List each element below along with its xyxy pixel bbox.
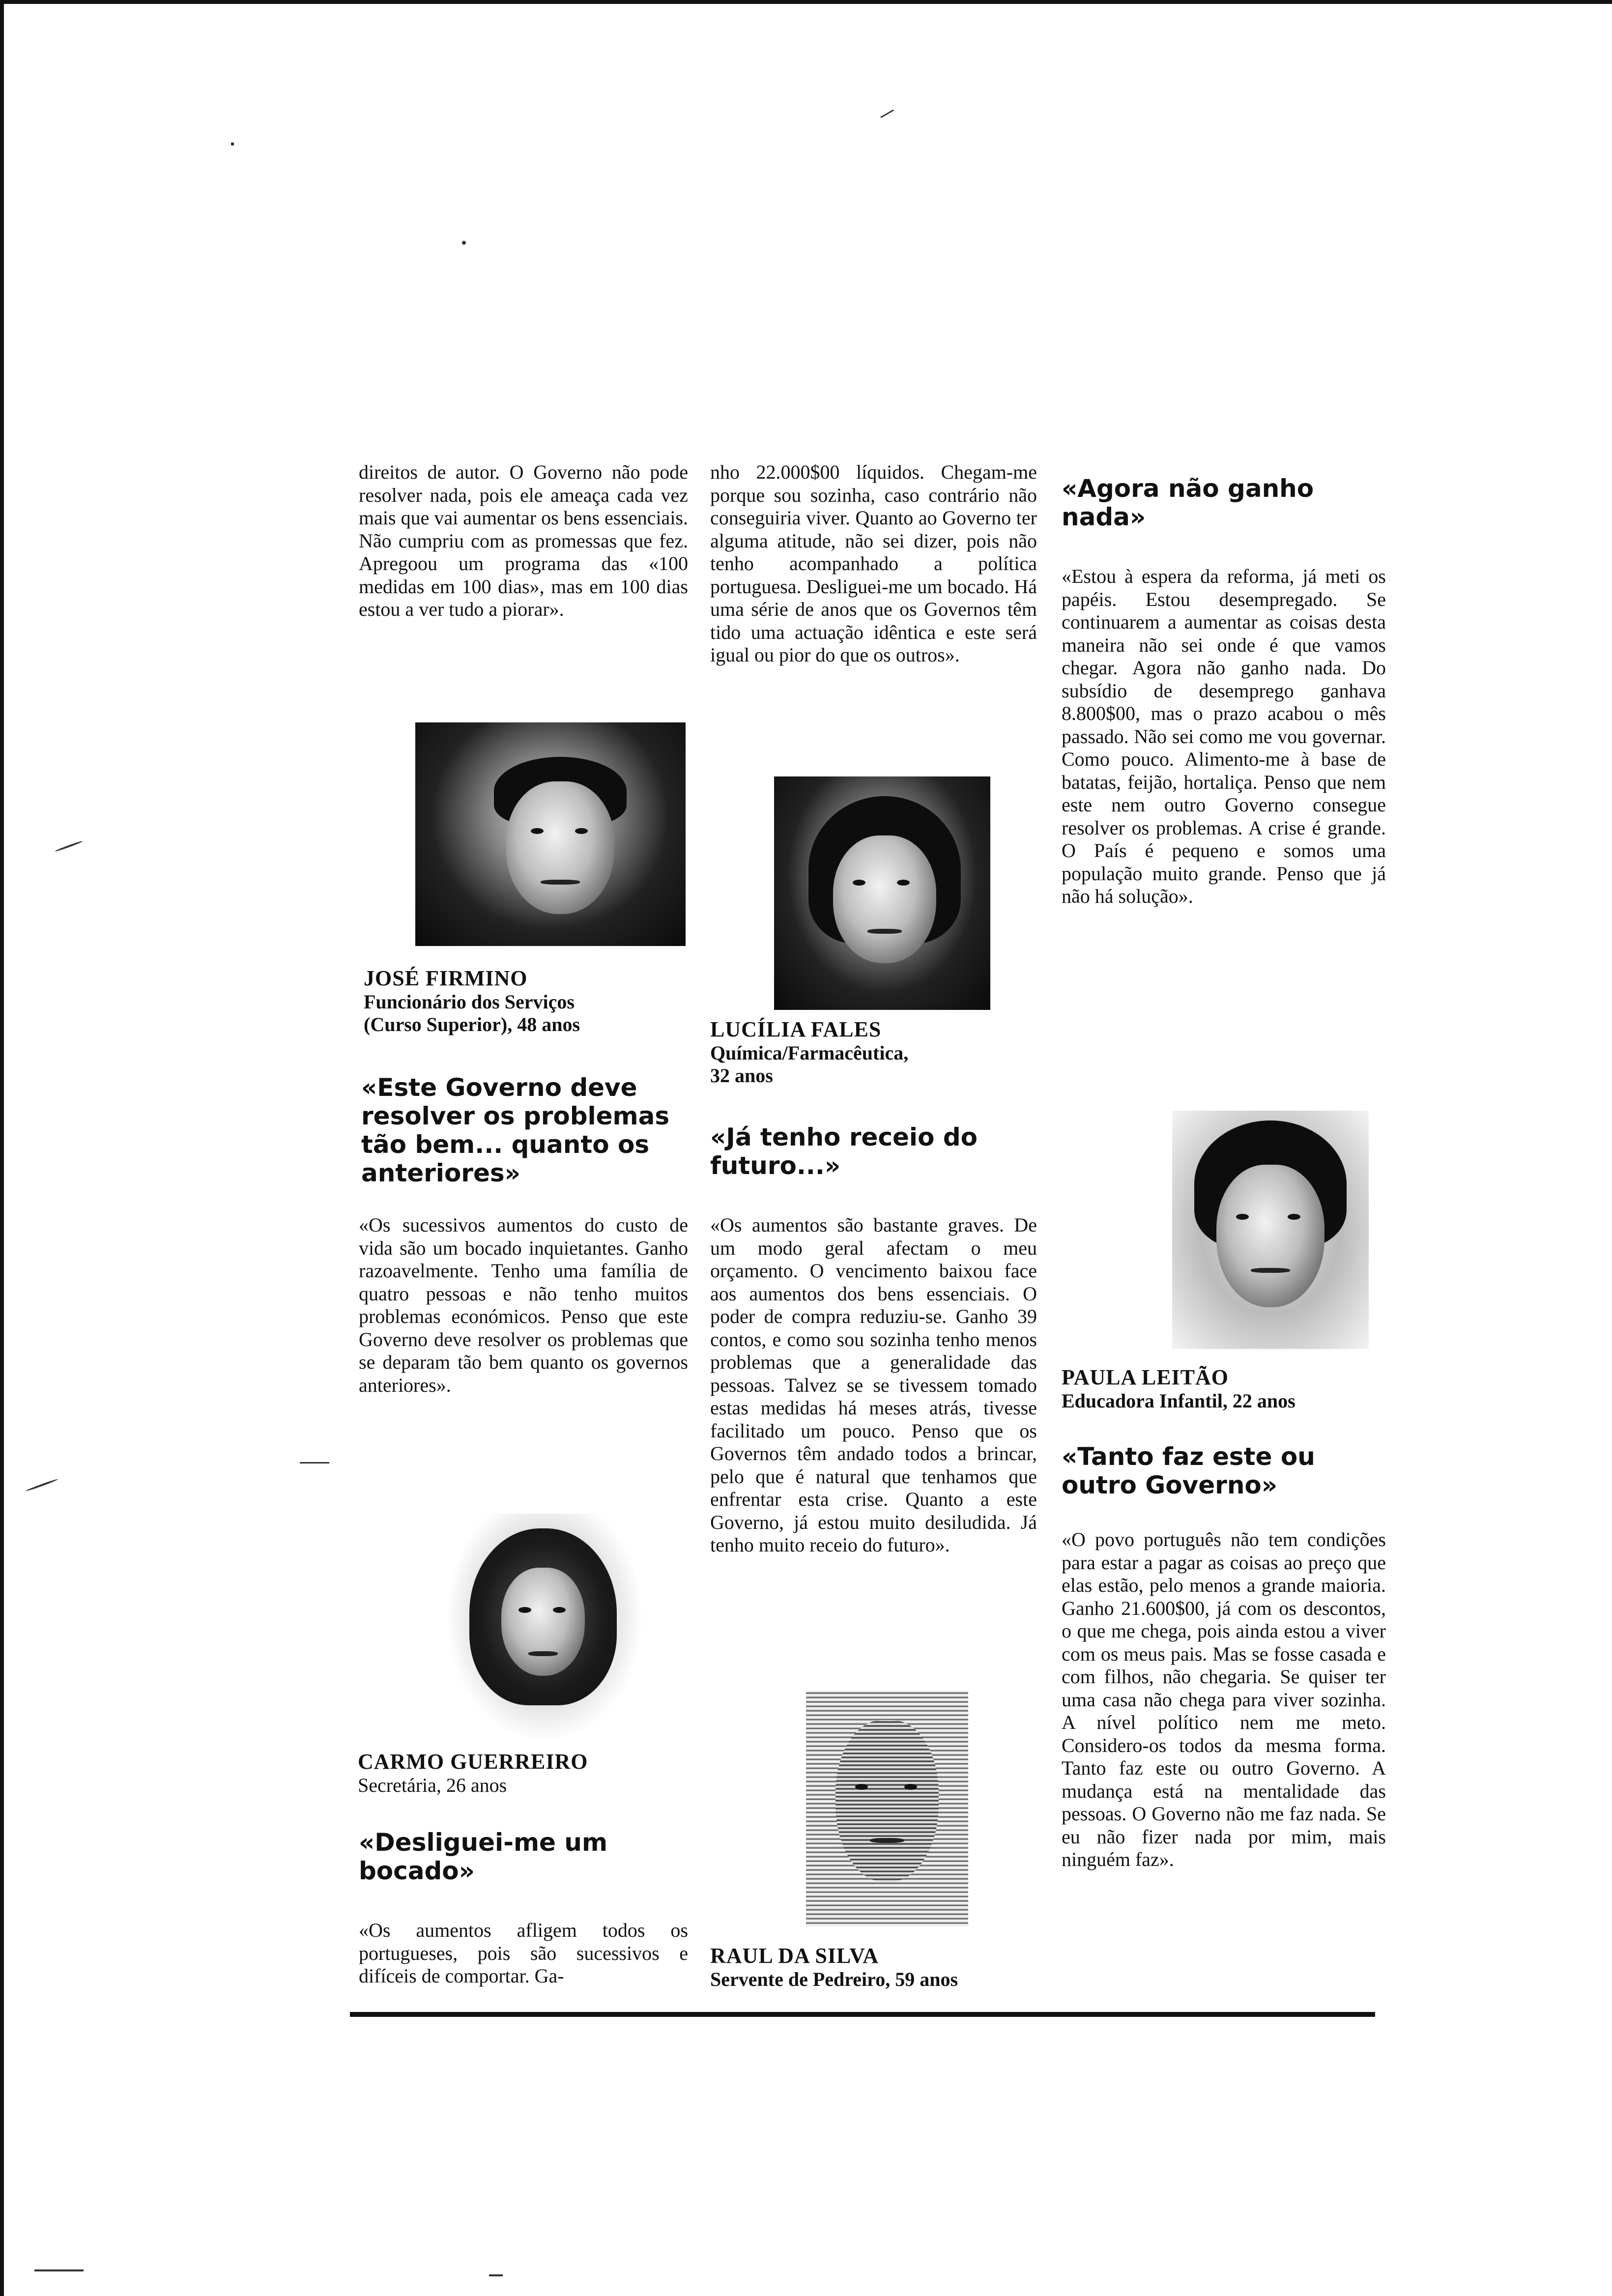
- person-role: Servente de Pedreiro, 59 anos: [710, 1968, 958, 1990]
- scan-speck: [34, 2269, 84, 2271]
- person-name: JOSÉ FIRMINO: [364, 966, 528, 990]
- person-role: Educadora Infantil, 22 anos: [1062, 1390, 1295, 1412]
- body-text: «Os aumentos afligem todos os portugueses, pois são sucessivos e difíceis de comportar. Ga-: [359, 1919, 688, 1987]
- page-top-border: [0, 0, 1612, 4]
- page-left-border: [0, 0, 4, 2296]
- photo-paula-leitao: [1172, 1111, 1369, 1349]
- headline: «Agora não ganho nada»: [1062, 474, 1314, 531]
- column-2: [710, 461, 1037, 667]
- body-text: «Os aumentos são bastante graves. De um modo geral afectam o meu orçamento. O vencimento baixou face aos aumentos dos bens essenciais. O poder de compra reduziu-se. Ganho 39 contos, e como sou sozinha tenho menos problemas que a generalidade das pessoas. Talvez se se tivessem tomado estas medidas há meses atrás, tivesse facilitado um pouco. Penso que os Governos têm andado todos a brincar, pelo que é natural que tenhamos que enfrentar esta crise. Quanto a este Governo, já estou muito desiludida. Já tenho muito receio do futuro».: [710, 1214, 1037, 1556]
- person-name: CARMO GUERREIRO: [358, 1750, 588, 1774]
- person-name: RAUL DA SILVA: [710, 1944, 879, 1968]
- col2-caption-1: [710, 1017, 1037, 1087]
- person-name: PAULA LEITÃO: [1062, 1365, 1229, 1389]
- body-text: «Estou à espera da reforma, já meti os papéis. Estou desempregado. Se continuarem a aumentar as coisas desta maneira não sei onde é que vamos chegar. Agora não ganho nada. Do subsídio de desemprego ganhava 8.800$00, mas o prazo acabou o mês passado. Não sei como me vou governar. Como pouco. Alimento-me à base de batatas, feijão, hortaliça. Penso que nem este nem outro Governo consegue resolver os problemas. A crise é grande. O País é pequeno e somos uma população muito grande. Penso que já não há solução».: [1062, 565, 1386, 907]
- photo-jose-firmino: [415, 722, 686, 946]
- col3-headline-1: [1062, 474, 1386, 531]
- headline: «Tanto faz este ou outro Governo»: [1062, 1442, 1315, 1499]
- person-role: (Curso Superior), 48 anos: [364, 1013, 580, 1035]
- person-role: 32 anos: [710, 1064, 773, 1087]
- col2-intro-text: nho 22.000$00 líquidos. Chegam-me porque sou sozinha, caso contrário não conseguiria viver. Quanto ao Governo ter alguma atitude, não sei dizer, pois não tenho acompanhado a política portuguesa. Desliguei-me um bocado. Há uma série de anos que os Governos têm tido uma actuação idêntica e este será igual ou pior do que os outros».: [710, 461, 1037, 666]
- body-text: «O povo português não tem condições para estar a pagar as coisas ao preço que elas estão, pelo menos a grande maioria. Ganho 21.600$00, já com os descontos, o que me chega, pois ainda estou a viver com os meus pais. Mas se fosse casada e com filhos, não chegaria. Se quiser ter uma casa não chega para viver sozinha. A nível político nem me meto. Considero-os todos da mesma forma. Tanto faz este ou outro Governo. A mudança está na mentalidade das pessoas. O Governo não me faz nada. Se eu não fizer nada por mim, mais ninguém faz».: [1062, 1528, 1386, 1870]
- col1-text-2: [359, 1919, 688, 1988]
- scan-speck: [231, 143, 234, 145]
- scan-speck: [880, 110, 893, 118]
- col2-text-1: [710, 1214, 1037, 1557]
- scan-speck: [462, 241, 466, 245]
- person-role: Secretária, 26 anos: [358, 1774, 507, 1796]
- photo-carmo-guerreiro: [445, 1514, 644, 1742]
- photo-raul-da-silva: [806, 1691, 968, 1926]
- col1-intro-text: direitos de autor. O Governo não pode resolver nada, pois ele ameaça cada vez mais que vai aumentar os bens essenciais. Não cumpriu com as promessas que fez. Apregoou um programa das «100 medidas em 100 dias», mas em 100 dias estou a ver tudo a piorar».: [359, 461, 688, 620]
- scan-speck: [489, 2274, 503, 2276]
- headline: «Este Governo deve resolver os problemas tão bem... quanto os anteriores»: [361, 1073, 670, 1187]
- col1-headline-1: [361, 1073, 688, 1187]
- col3-text-1: [1062, 565, 1386, 908]
- col1-caption-1: [364, 966, 688, 1036]
- col1-headline-2: [359, 1828, 688, 1885]
- scan-speck: [55, 840, 83, 852]
- photo-lucilia-fales: [774, 776, 990, 1010]
- person-role: Química/Farmacêutica,: [710, 1042, 909, 1064]
- scan-speck: [25, 1478, 58, 1492]
- headline: «Já tenho receio do futuro...»: [710, 1123, 978, 1180]
- col2-headline-1: [710, 1123, 1037, 1180]
- scan-speck: [300, 1462, 329, 1464]
- col3-text-2: [1062, 1528, 1386, 1871]
- body-text: «Os sucessivos aumentos do custo de vida são um bocado inquietantes. Ganho razoavelmente. Tenho uma família de quatro pessoas e não tenho muitos problemas económicos. Penso que este Governo deve resolver os problemas que se deparam tão bem quanto os governos anteriores».: [359, 1214, 688, 1396]
- person-name: LUCÍLIA FALES: [710, 1017, 882, 1041]
- headline: «Desliguei-me um bocado»: [359, 1828, 608, 1885]
- column-1: [359, 461, 688, 621]
- col2-caption-2: [710, 1944, 1039, 1991]
- col1-caption-2: [358, 1750, 687, 1797]
- bottom-rule: [350, 2012, 1375, 2017]
- col3-headline-2: [1062, 1442, 1386, 1499]
- person-role: Funcionário dos Serviços: [364, 991, 575, 1013]
- col1-text-1: [359, 1214, 688, 1397]
- col3-caption-1: [1062, 1365, 1386, 1412]
